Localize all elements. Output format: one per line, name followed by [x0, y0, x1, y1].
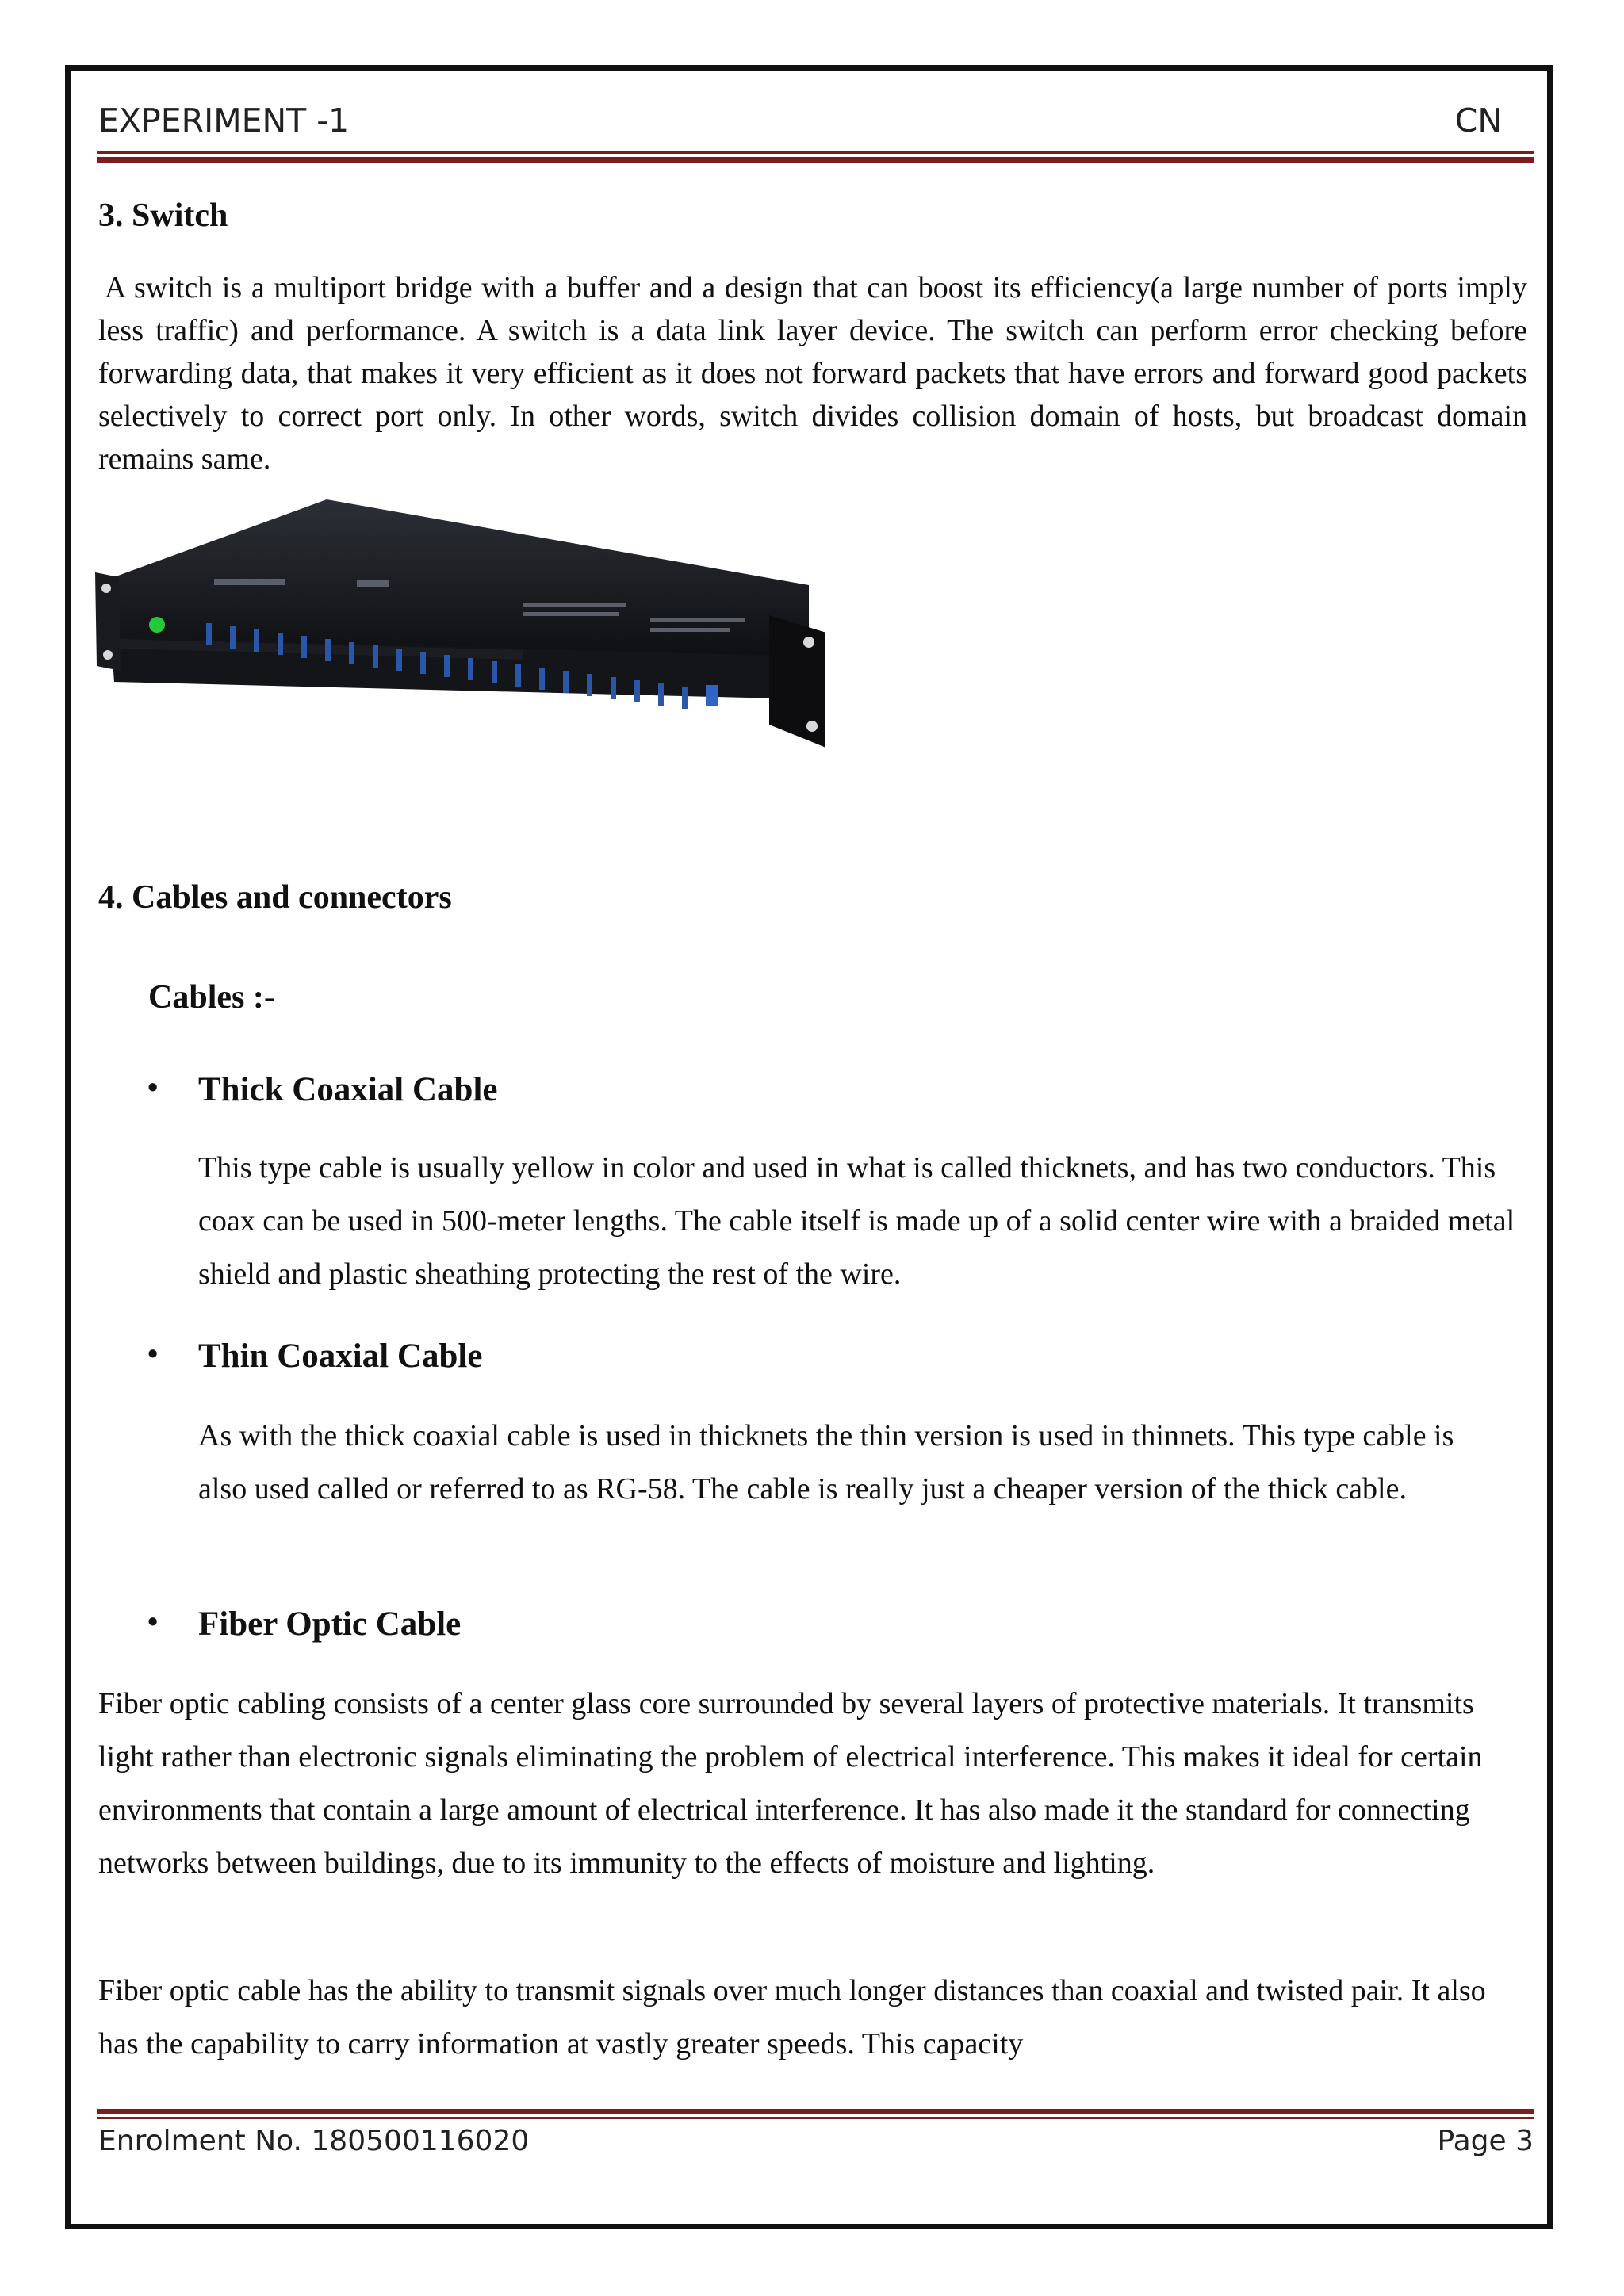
- bullet-thin-coaxial: [147, 1337, 940, 1384]
- bullet-dot: •: [147, 1605, 159, 1639]
- thin-coaxial-title: Thin Coaxial Cable: [198, 1337, 483, 1375]
- experiment-title: EXPERIMENT -1: [98, 101, 350, 140]
- bullet-thick-coaxial: [147, 1070, 940, 1118]
- switch-paragraph: A switch is a multiport bridge with a buffer and a design that can boost its efficiency(a large number of ports imply less traffic) and performance. A switch is a data link layer device. The switch can perform error checking before forwarding data, that makes it very efficient as it does not forward packets that have errors and forward good packets selectively to correct port only. In other words, switch divides collision domain of hosts, but broadcast domain remains same.: [98, 271, 1527, 476]
- thin-coaxial-paragraph: As with the thick coaxial cable is used in thicknets the thin version is used in thinnets. This type cable is also used called or referred to as RG-58. The cable is really just a cheaper version of the thick cable.: [198, 1419, 1454, 1506]
- footer-rule-thick: [97, 2109, 1534, 2114]
- thick-coaxial-paragraph: This type cable is usually yellow in color and used in what is called thicknets, and has two conductors. This coax can be used in 500-meter lengths. The cable itself is made up of a solid center wire with a braided metal shield and plastic sheathing protecting the rest of the wire.: [198, 1151, 1515, 1291]
- thick-coaxial-title: Thick Coaxial Cable: [198, 1071, 498, 1108]
- bullet-dot: •: [147, 1071, 159, 1104]
- fiber-optic-title: Fiber Optic Cable: [198, 1605, 462, 1643]
- page-header: [98, 94, 1534, 149]
- header-rule-thick: [97, 157, 1534, 163]
- switch-heading: 3. Switch: [98, 197, 228, 234]
- network-switch-image: [95, 492, 825, 825]
- cables-heading: 4. Cables and connectors: [98, 879, 452, 916]
- bullet-dot: •: [147, 1337, 159, 1371]
- fiber-optic-paragraph-2: Fiber optic cable has the ability to transmit signals over much longer distances than coaxial and twisted pair. It also has the capability to carry information at vastly greater speeds. This capacity: [98, 1974, 1486, 2061]
- header-rule-thin: [97, 151, 1534, 154]
- enrolment-number: Enrolment No. 180500116020: [98, 2125, 530, 2157]
- bullet-fiber-optic: [147, 1605, 940, 1652]
- page-footer: [98, 2125, 1534, 2172]
- subject-code: CN: [1454, 101, 1502, 140]
- cables-subheading: Cables :-: [148, 979, 275, 1016]
- page-number: Page 3: [1437, 2125, 1534, 2157]
- fiber-optic-paragraph-1: Fiber optic cabling consists of a center glass core surrounded by several layers of protective materials. It transmits light rather than electronic signals eliminating the problem of electrical interference. This makes it ideal for certain environments that contain a large amount of electrical interference. It has also made it the standard for connecting networks between buildings, due to its immunity to the effects of moisture and lighting.: [98, 1687, 1483, 1880]
- footer-rule-thin: [97, 2117, 1534, 2119]
